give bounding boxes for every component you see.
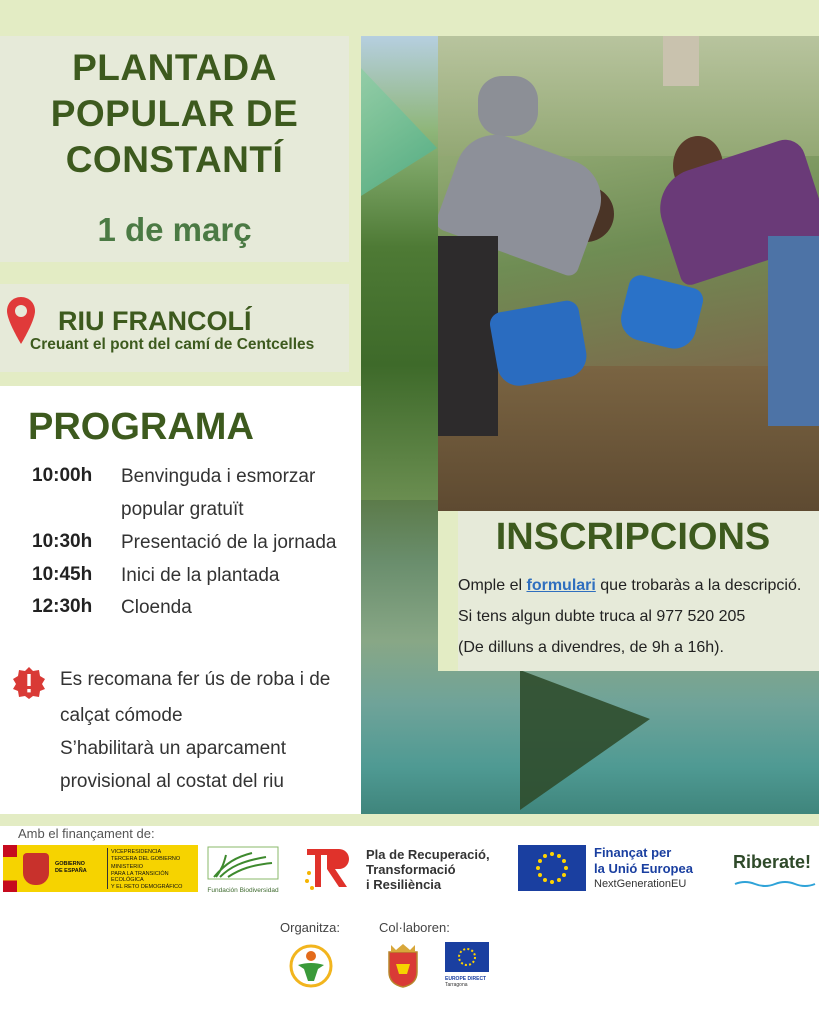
event-date: 1 de març xyxy=(97,211,252,248)
grass-icon xyxy=(206,845,280,881)
schedule-time: 10:00h xyxy=(32,465,93,486)
inscripcions-heading: INSCRIPCIONS xyxy=(495,516,771,558)
note-line: S’habilitarà un aparcament xyxy=(60,738,287,759)
schedule-description: Presentació de la jornada xyxy=(121,532,337,553)
riberate-text: Riberate! xyxy=(733,852,812,872)
spain-flag-icon xyxy=(3,845,17,892)
eu-subtext: NextGenerationEU xyxy=(594,878,687,890)
schedule-description: Cloenda xyxy=(121,597,192,618)
fundacion-name: Fundación Biodiversidad xyxy=(207,887,279,894)
alert-icon xyxy=(12,666,46,700)
note-line: provisional al costat del riu xyxy=(60,771,284,792)
spain-shield-icon xyxy=(23,853,49,885)
form-link[interactable]: formulari xyxy=(526,577,596,594)
financing-label: Amb el finançament de: xyxy=(18,826,155,841)
riberate-logo xyxy=(733,852,817,886)
prtr-emblem-icon xyxy=(303,845,357,892)
inscripcions-form-line xyxy=(458,570,801,601)
europe-direct-text: EUROPE DIRECT Tarragona xyxy=(445,976,487,988)
organizer-logo xyxy=(288,943,334,989)
fundacion-biodiversidad-logo xyxy=(206,845,280,892)
title-line: CONSTANTÍ xyxy=(65,139,284,180)
municipal-shield-icon xyxy=(386,942,420,988)
inscripcions-phone-line: Si tens algun dubte truca al 977 520 205 xyxy=(458,608,746,625)
gobierno-espana-logo xyxy=(3,845,198,892)
top-band xyxy=(0,0,819,36)
schedule-time: 12:30h xyxy=(32,596,93,617)
location-name: RIU FRANCOLÍ xyxy=(58,306,252,336)
schedule-time: 10:30h xyxy=(32,531,93,552)
eu-flag-icon xyxy=(445,942,489,972)
title-line: PLANTADA xyxy=(72,47,277,88)
bottom-band xyxy=(0,814,819,826)
schedule-description: Inici de la plantada xyxy=(121,565,280,586)
inscripcions-hours-line: (De dilluns a divendres, de 9h a 16h). xyxy=(458,639,724,656)
title-line: POPULAR DE xyxy=(50,93,299,134)
wave-icon xyxy=(733,880,817,888)
gob-ministry: VICEPRESIDENCIA TERCERA DEL GOBIERNO MINISTERIO PARA LA TRANSICIÓN ECOLÓGICA Y EL RETO DEMOGRÁFICO xyxy=(111,849,183,890)
title-panel-edge xyxy=(349,36,361,262)
eu-text: Finançat per la Unió Europea xyxy=(594,845,693,876)
eu-flag-icon xyxy=(518,845,586,891)
event-title xyxy=(0,45,349,183)
note-line: Es recomana fer ús de roba i de xyxy=(60,669,331,690)
europe-direct-logo xyxy=(445,942,489,988)
form-text-post: que trobaràs a la descripció. xyxy=(600,577,802,594)
inscripcions-panel-edge xyxy=(438,511,458,671)
volunteers-planting-photo xyxy=(438,36,819,511)
prtr-logo xyxy=(303,845,513,892)
prtr-text: Pla de Recuperació, Transformació i Resiliència xyxy=(366,847,490,892)
programa-heading: PROGRAMA xyxy=(28,406,254,448)
collaboren-label: Col·laboren: xyxy=(379,920,450,935)
note-line: calçat cómode xyxy=(60,705,183,726)
eu-nextgen-logo xyxy=(518,845,708,892)
organitza-label: Organitza: xyxy=(280,920,340,935)
gob-name: GOBIERNO DE ESPAÑA xyxy=(55,861,87,874)
schedule-time: 10:45h xyxy=(32,564,93,585)
location-detail: Creuant el pont del camí de Centcelles xyxy=(30,336,315,353)
form-text-pre: Omple el xyxy=(458,577,523,594)
schedule-description: Benvinguda i esmorzar popular gratuït xyxy=(121,466,316,520)
